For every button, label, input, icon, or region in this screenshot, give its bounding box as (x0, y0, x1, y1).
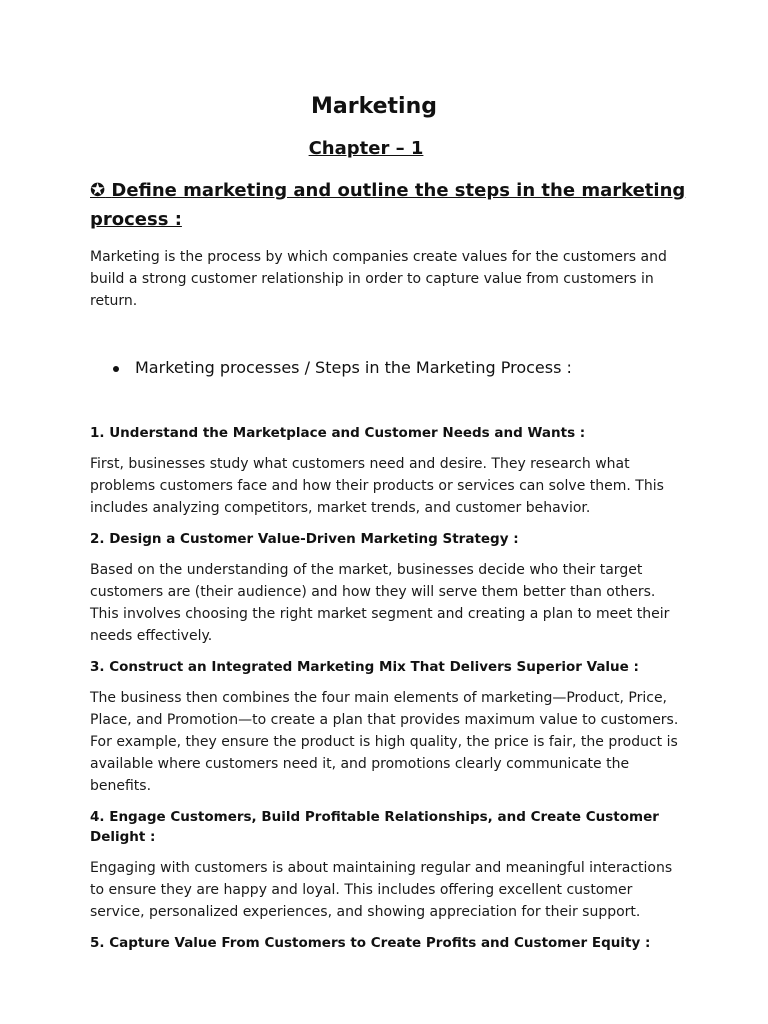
step-heading-2: 2. Design a Customer Value-Driven Marketing Strategy : (90, 531, 519, 547)
step-body-2: Based on the understanding of the market, businesses decide who their target customers are (their audience) and how they will serve them better than others. This involves choosing the right market segment and creating a plan to meet their needs effectively. (90, 562, 670, 644)
chapter-heading: Chapter – 1 (308, 138, 424, 159)
step-body-3: The business then combines the four main elements of marketing—Product, Price, Place, and Promotion—to create a plan that provides maximum value to customers. For example, they ensure the product is high quality, the price is fair, the product is available where customers need it, and promotions clearly communicate the benefits. (90, 690, 679, 794)
step-heading-1: 1. Understand the Marketplace and Customer Needs and Wants : (90, 425, 586, 441)
bullet-dot-icon (113, 366, 119, 372)
section-heading (90, 176, 686, 234)
step-heading-3: 3. Construct an Integrated Marketing Mix That Delivers Superior Value : (90, 659, 639, 675)
step-heading-4: 4. Engage Customers, Build Profitable Relationships, and Create Customer Delight : (90, 809, 659, 845)
document-title: Marketing (310, 94, 438, 119)
step-body-1: First, businesses study what customers need and desire. They research what problems customers face and how their products or services can solve them. This includes analyzing competitors, market trends, and customer behavior. (90, 456, 664, 516)
document-page (90, 92, 686, 953)
bullet-list (90, 356, 686, 380)
step-heading-5: 5. Capture Value From Customers to Create Profits and Customer Equity : (90, 935, 651, 951)
star-circle-icon: ✪ (90, 180, 106, 201)
bullet-item (90, 356, 686, 380)
intro-paragraph: Marketing is the process by which companies create values for the customers and build a strong customer relationship in order to capture value from customers in return. (90, 249, 667, 309)
step-body-4: Engaging with customers is about maintaining regular and meaningful interactions to ensure they are happy and loyal. This includes offering excellent customer service, personalized experiences, and showing appreciation for their support. (90, 860, 673, 920)
bullet-text: Marketing processes / Steps in the Marketing Process : (135, 358, 572, 377)
section-heading-text: Define marketing and outline the steps in the marketing process : (90, 180, 686, 230)
